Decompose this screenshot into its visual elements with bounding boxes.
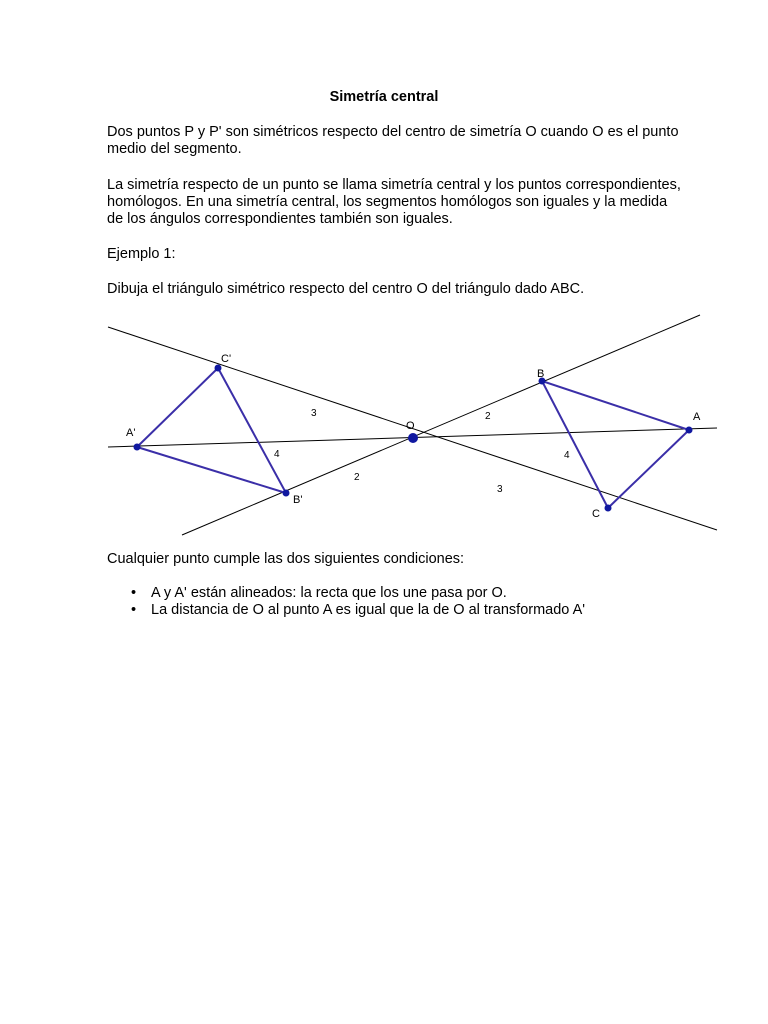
list-item: • A y A' están alineados: la recta que los une pasa por O. — [107, 585, 585, 602]
length-oc-prime: 3 — [311, 408, 317, 419]
point-o — [408, 433, 418, 443]
label-b-prime: B' — [293, 494, 303, 506]
label-c-prime: C' — [221, 353, 232, 365]
point-c — [605, 505, 612, 512]
length-ob-prime: 2 — [354, 472, 360, 483]
label-b: B — [537, 368, 545, 380]
explanation-paragraph: La simetría respecto de un punto se llama simetría central y los puntos correspondientes, homólogos. En una simetría central, los segmentos homólogos son iguales y la medida de los ángulos correspondientes también son iguales. — [107, 177, 681, 227]
conditions-list — [107, 585, 585, 619]
label-c: C — [592, 508, 600, 520]
length-ob: 2 — [485, 411, 491, 422]
point-a — [686, 427, 693, 434]
label-a-prime: A' — [126, 427, 136, 439]
point-b-prime — [283, 490, 290, 497]
triangle-a-b-c — [542, 381, 689, 508]
label-o: O — [406, 420, 415, 432]
definition-paragraph: Dos puntos P y P' son simétricos respecto del centro de simetría O cuando O es el punto medio del segmento. — [107, 124, 679, 157]
line-b-bprime — [182, 315, 700, 535]
example-instruction: Dibuja el triángulo simétrico respecto del centro O del triángulo dado ABC. — [107, 281, 585, 297]
point-a-prime — [134, 444, 141, 451]
conditions-intro: Cualquier punto cumple las dos siguientes condiciones: — [107, 551, 465, 567]
length-bc: 4 — [564, 450, 570, 461]
length-oc: 3 — [497, 484, 503, 495]
triangle-a-b-c-prime — [137, 368, 286, 493]
page-title: Simetría central — [329, 89, 439, 105]
example-heading: Ejemplo 1: — [107, 246, 176, 262]
label-a: A — [693, 411, 701, 423]
list-item: • La distancia de O al punto A es igual que la de O al transformado A' — [107, 602, 585, 619]
point-c-prime — [215, 365, 222, 372]
symmetry-diagram — [0, 310, 768, 542]
length-bc-prime: 4 — [274, 449, 280, 460]
